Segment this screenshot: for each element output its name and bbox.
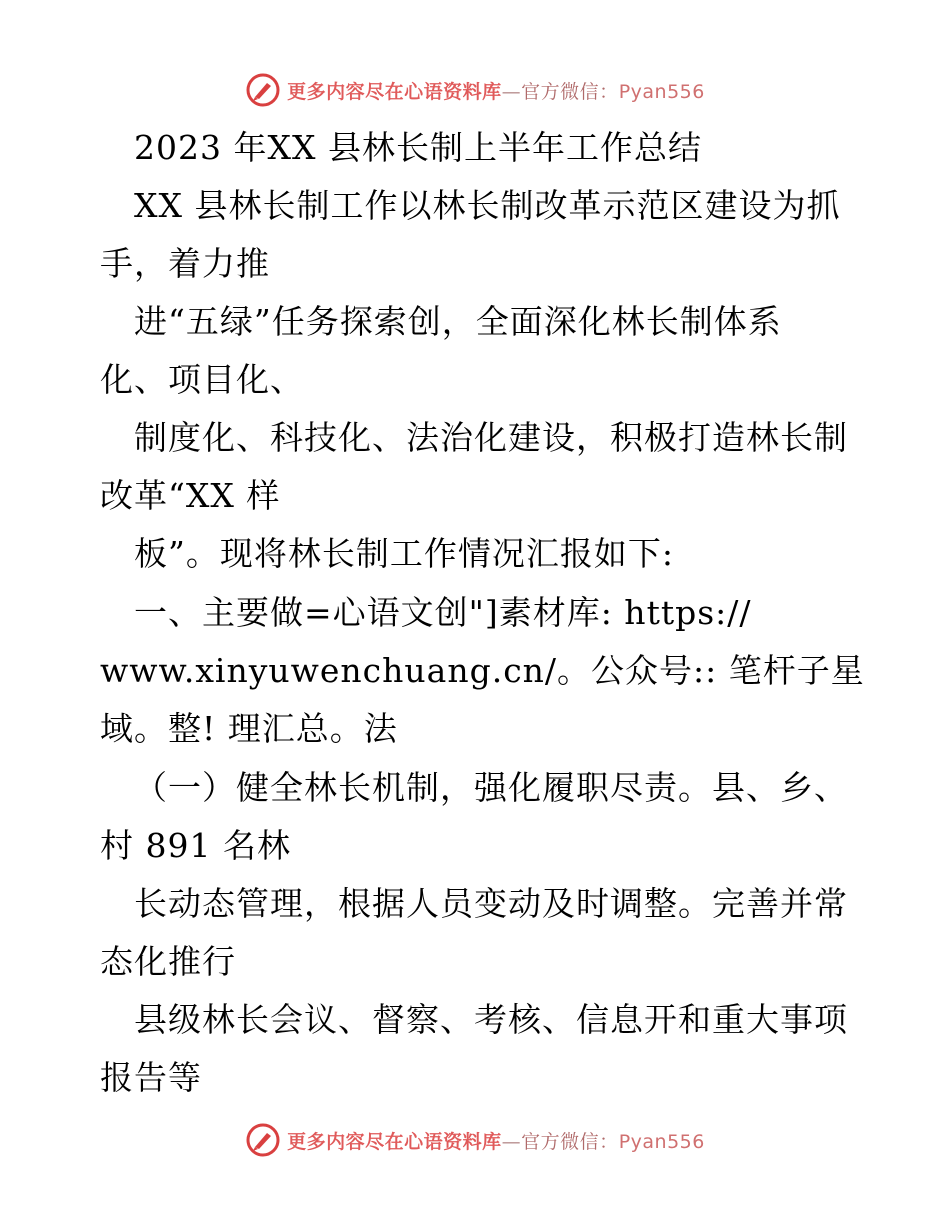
watermark-text xyxy=(287,77,705,104)
paragraph-line: 村 891 名林 xyxy=(100,826,291,865)
paragraph-line: 态化推行 xyxy=(100,942,236,981)
pen-logo-icon xyxy=(245,1122,281,1158)
watermark-main: 更多内容尽在心语资料库 xyxy=(287,1130,502,1153)
subsection-heading-line: （一）健全林长机制，强化履职尽责。县、乡、 xyxy=(134,768,848,807)
pen-logo-icon xyxy=(245,72,281,108)
watermark-id: Pyan556 xyxy=(618,80,705,103)
watermark-id: Pyan556 xyxy=(618,1130,705,1153)
watermark-main: 更多内容尽在心语资料库 xyxy=(287,80,502,103)
header-watermark xyxy=(0,68,950,112)
paragraph-line: 进“五绿”任务探索创，全面深化林长制体系 xyxy=(134,302,782,341)
paragraph-line: 手，着力推 xyxy=(100,244,270,283)
watermark-text xyxy=(287,1127,705,1154)
watermark-dash: — xyxy=(501,1130,522,1153)
footer-watermark xyxy=(0,1118,950,1162)
watermark-dash: — xyxy=(501,80,522,103)
paragraph-line: 县级林长会议、督察、考核、信息开和重大事项 xyxy=(134,1000,848,1039)
watermark-sub: 官方微信： xyxy=(521,80,619,103)
paragraph-line: 改革“XX 样 xyxy=(100,476,281,515)
document-title: 2023 年XX 县林长制上半年工作总结 xyxy=(134,128,702,167)
paragraph-line: 长动态管理，根据人员变动及时调整。完善并常 xyxy=(134,884,848,923)
paragraph-line: 报告等 xyxy=(100,1058,202,1097)
section-heading-line: 一、主要做=心语文创"]素材库: https:// xyxy=(134,593,752,632)
paragraph-line: 化、项目化、 xyxy=(100,360,304,399)
paragraph-line: 制度化、科技化、法治化建设，积极打造林长制 xyxy=(134,418,848,457)
paragraph-line: 域。整! 理汇总。法 xyxy=(100,709,398,748)
paragraph-line: www.xinyuwenchuang.cn/。公众号:: 笔杆子星 xyxy=(100,651,865,690)
watermark-sub: 官方微信： xyxy=(521,1130,619,1153)
paragraph-line: 板”。现将林长制工作情况汇报如下: xyxy=(134,534,674,573)
paragraph-line: XX 县林长制工作以林长制改革示范区建设为抓 xyxy=(134,186,841,225)
